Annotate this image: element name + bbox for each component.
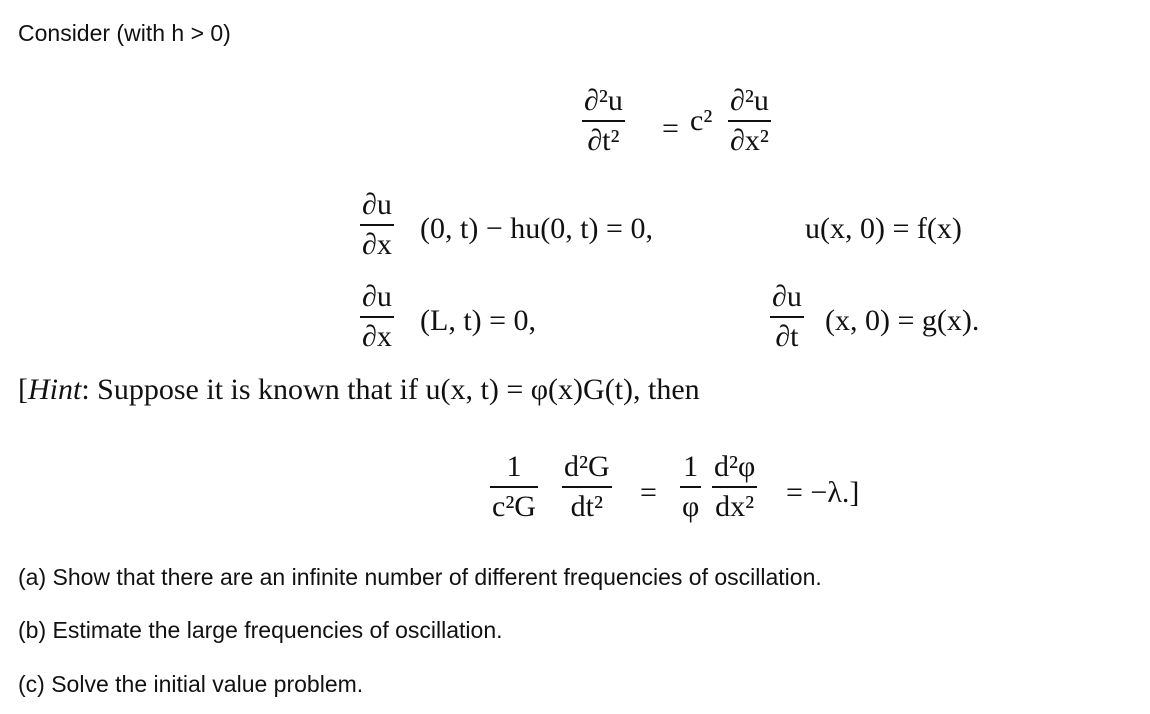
bc-left-rest: (0, t) − hu(0, t) = 0,	[420, 212, 653, 245]
hint-tail: = −λ.]	[786, 476, 860, 509]
question-c: (c) Solve the initial value problem.	[18, 671, 364, 697]
wave-equals: =	[662, 112, 679, 145]
wave-rhs-num: ∂²u	[730, 84, 769, 117]
hint-bracket: [	[18, 373, 28, 406]
wave-lhs-num: ∂²u	[584, 84, 623, 117]
initial-condition-u: u(x, 0) = f(x)	[805, 212, 962, 245]
wave-lhs-fraction	[582, 86, 625, 156]
hint-f4-den: dx²	[715, 490, 755, 523]
bc-left-num: ∂u	[362, 188, 392, 221]
hint-frac-3	[680, 452, 701, 522]
bc-left-fraction	[360, 190, 394, 260]
bc-right-rest: (L, t) = 0,	[420, 304, 537, 337]
hint-frac-4	[712, 452, 757, 522]
ic-ut-den: ∂t	[775, 320, 799, 353]
hint-f1-den: c²G	[492, 490, 536, 523]
hint-f2-num: d²G	[564, 450, 610, 483]
hint-frac-2	[562, 452, 612, 522]
ic-ut-rest: (x, 0) = g(x).	[825, 304, 980, 337]
ic-ut-num: ∂u	[772, 280, 802, 313]
hint-equals: =	[640, 476, 657, 509]
wave-rhs-fraction	[728, 86, 771, 156]
bc-right-num: ∂u	[362, 280, 392, 313]
hint-f3-num: 1	[683, 450, 699, 483]
hint-line	[18, 373, 700, 407]
wave-lhs-den: ∂t²	[587, 124, 620, 157]
ic-ut-fraction	[770, 282, 804, 352]
bc-right-fraction	[360, 282, 394, 352]
hint-frac-1	[490, 452, 538, 522]
hint-label: Hint	[28, 373, 82, 406]
hint-f4-num: d²φ	[714, 450, 756, 483]
hint-f2-den: dt²	[570, 490, 603, 523]
hint-f1-num: 1	[506, 450, 522, 483]
question-b: (b) Estimate the large frequencies of oscillation.	[18, 617, 503, 643]
bc-left-den: ∂x	[362, 228, 392, 261]
bc-right-den: ∂x	[362, 320, 392, 353]
wave-coefficient: c²	[690, 104, 713, 137]
intro-text: Consider (with h > 0)	[18, 20, 231, 46]
hint-f3-den: φ	[682, 490, 700, 523]
question-a: (a) Show that there are an infinite number of different frequencies of oscillation.	[18, 564, 822, 590]
hint-text: : Suppose it is known that if u(x, t) = φ(x)G(t), then	[81, 373, 700, 406]
wave-rhs-den: ∂x²	[730, 124, 769, 157]
